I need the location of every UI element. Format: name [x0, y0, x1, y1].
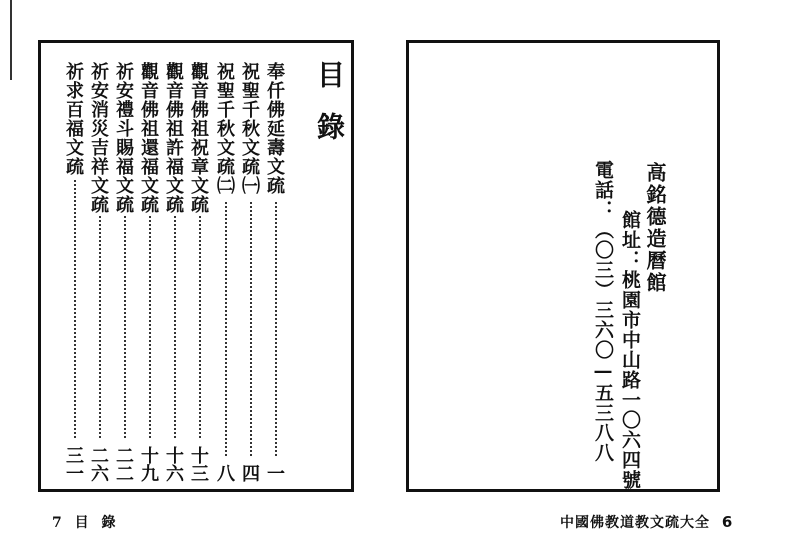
entry-page: 二六: [88, 446, 109, 482]
entry-page: 一: [264, 464, 285, 482]
contents-entry[interactable]: [265, 62, 287, 482]
entry-title: 觀音佛祖祝章文疏: [188, 62, 209, 214]
entry-title: 奉仟佛延壽文疏: [264, 62, 285, 195]
shop-address: 館址：桃園市中山路一〇六四號: [619, 210, 641, 490]
leader-dots: [250, 202, 252, 456]
entry-title: 祈安消災吉祥文疏: [88, 62, 109, 214]
info-frame: [406, 40, 720, 492]
entry-page: 三一: [63, 446, 84, 482]
left-page-footer: [52, 512, 120, 532]
leader-dots: [124, 216, 126, 438]
contents-entry[interactable]: [215, 62, 237, 482]
entry-page: 二二: [113, 446, 134, 482]
leader-dots: [199, 216, 201, 438]
footer-section-title: 目 錄: [74, 515, 120, 531]
contents-entry[interactable]: [114, 62, 136, 482]
contents-entry[interactable]: [139, 62, 161, 482]
contents-entry[interactable]: [189, 62, 211, 482]
entry-page: 四: [239, 464, 260, 482]
shop-name: 高銘德造曆館: [643, 162, 667, 294]
contents-heading: 目錄: [313, 60, 346, 164]
entry-title: 祝聖千秋文疏㈠: [239, 62, 260, 195]
binding-edge: [10, 0, 12, 80]
entry-page: 八: [214, 464, 235, 482]
entry-title: 祈安禮斗賜福文疏: [113, 62, 134, 214]
entry-page: 十九: [138, 446, 159, 482]
leader-dots: [74, 180, 76, 438]
entry-title: 觀音佛祖還福文疏: [138, 62, 159, 214]
contents-entry[interactable]: [240, 62, 262, 482]
contents-entry[interactable]: [89, 62, 111, 482]
entry-page: 十三: [188, 446, 209, 482]
footer-book-title: 中國佛教道教文疏大全: [560, 515, 710, 531]
shop-phone: 電話：（〇三）三六〇—五三八八: [592, 160, 614, 463]
entry-title: 祝聖千秋文疏㈡: [214, 62, 235, 195]
leader-dots: [174, 216, 176, 438]
entry-title: 觀音佛祖許福文疏: [163, 62, 184, 214]
entry-page: 十六: [163, 446, 184, 482]
contents-entry[interactable]: [64, 62, 86, 482]
footer-page-number: 6: [721, 513, 734, 531]
contents-entry[interactable]: [164, 62, 186, 482]
footer-page-number: 7: [52, 515, 66, 531]
leader-dots: [149, 216, 151, 438]
leader-dots: [225, 202, 227, 456]
leader-dots: [99, 216, 101, 438]
leader-dots: [275, 202, 277, 456]
right-page-footer: [560, 512, 733, 532]
entry-title: 祈求百福文疏: [63, 62, 84, 176]
